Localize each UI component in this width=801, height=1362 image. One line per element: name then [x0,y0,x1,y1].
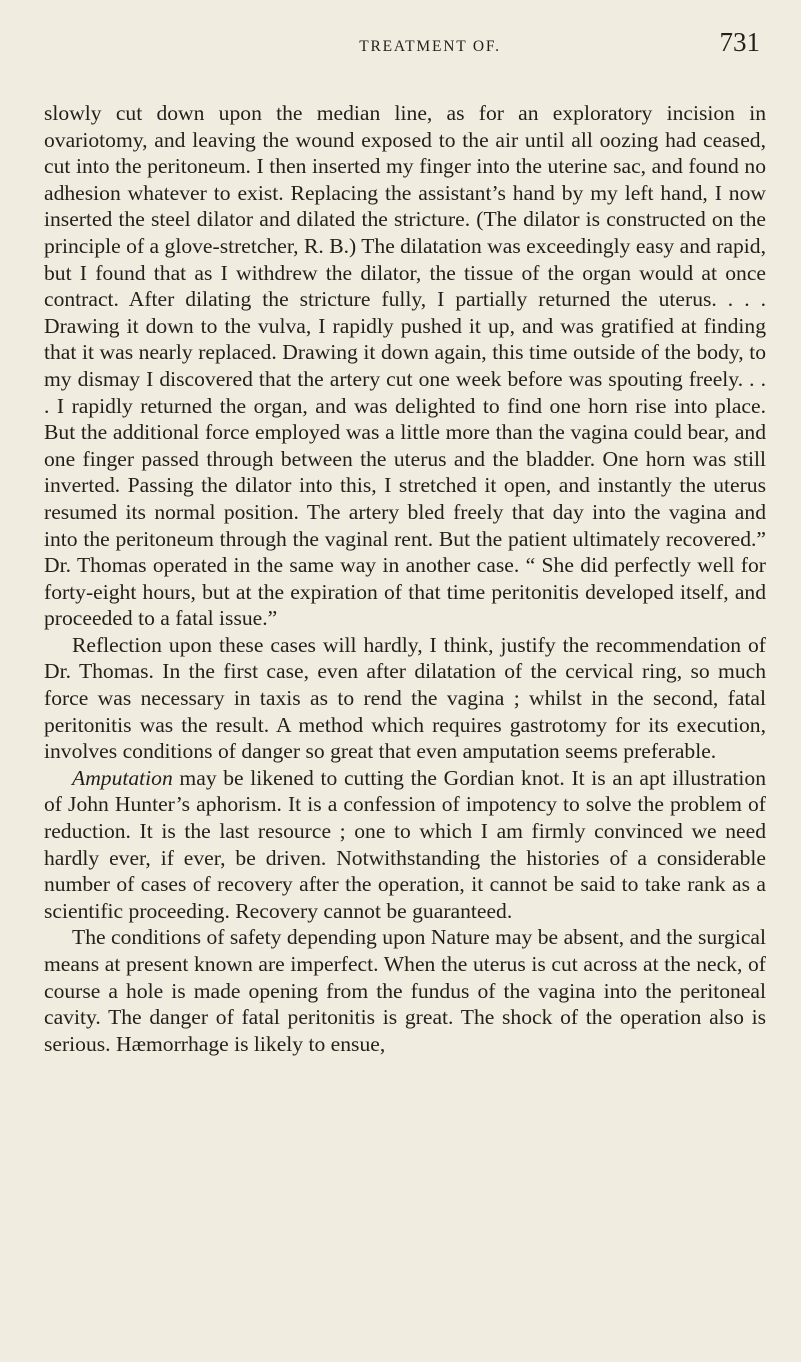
italic-lead-term: Amputation [72,765,173,790]
running-head: TREATMENT OF. [359,38,501,55]
page-number: 731 [719,27,760,57]
paragraph: The conditions of safety depending upon Nature may be absent, and the surgical means at present known are imperfect. When the uterus is cut across at the neck, of course a hole is made opening from the fundus of the vagina into the peritoneal cavity. The danger of fatal peritonitis is great. The shock of the operation also is serious. Hæmorrhage is likely to ensue, [44,925,766,1056]
paragraph-text: may be likened to cutting the Gordian knot. It is an apt illustration of John Hunter’s aphorism. It is a confession of impotency to solve the problem of reduction. It is the last resource ; one to which I am firmly convinced we need hardly ever, if ever, be driven. Notwithstanding the histories of a considerable number of cases of recovery after the operation, it cannot be said to take rank as a scientific proceeding. Recovery cannot be guaranteed. [44,765,766,923]
paragraph: Reflection upon these cases will hardly, I think, justify the recommendation of Dr. Thomas. In the first case, even after dilatation of the cervical ring, so much force was necessary in taxis as to rend the vagina ; whilst in the second, fatal peritonitis was the result. A method which requires gastrotomy for its execution, involves conditions of danger so great that even amputation seems preferable. [44,632,766,764]
book-page [44,0,766,1362]
paragraph [44,765,766,925]
paragraph: slowly cut down upon the median line, as for an exploratory incision in ovariotomy, and leaving the wound exposed to the air until all oozing had ceased, cut into the peritoneum. I then inserted my finger into the uterine sac, and found no adhesion whatever to exist. Replacing the assistant’s hand by my left hand, I now inserted the steel dilator and dilated the stricture. (The dilator is constructed on the principle of a glove-stretcher, R. B.) The dilatation was exceedingly easy and rapid, but I found that as I withdrew the dilator, the tissue of the organ would at once contract. After dilating the stricture fully, I partially returned the uterus. . . . Drawing it down to the vulva, I rapidly pushed it up, and was gratified at finding that it was nearly replaced. Drawing it down again, this time outside of the body, to my dismay I discovered that the artery cut one week before was spouting freely. . . . I rapidly returned the organ, and was delighted to find one horn rise into place. But the additional force employed was a little more than the vagina could bear, and one finger passed through between the uterus and the bladder. One horn was still inverted. Passing the dilator into this, I stretched it open, and instantly the uterus resumed its normal position. The artery bled freely that day into the vagina and into the peritoneum through the vaginal rent. But the patient ultimately recovered.” Dr. Thomas operated in the same way in another case. “ She did perfectly well for forty-eight hours, but at the expiration of that time peritonitis developed itself, and proceeded to a fatal issue.” [44,101,766,631]
page-header [44,27,766,78]
body-text [44,100,766,1057]
